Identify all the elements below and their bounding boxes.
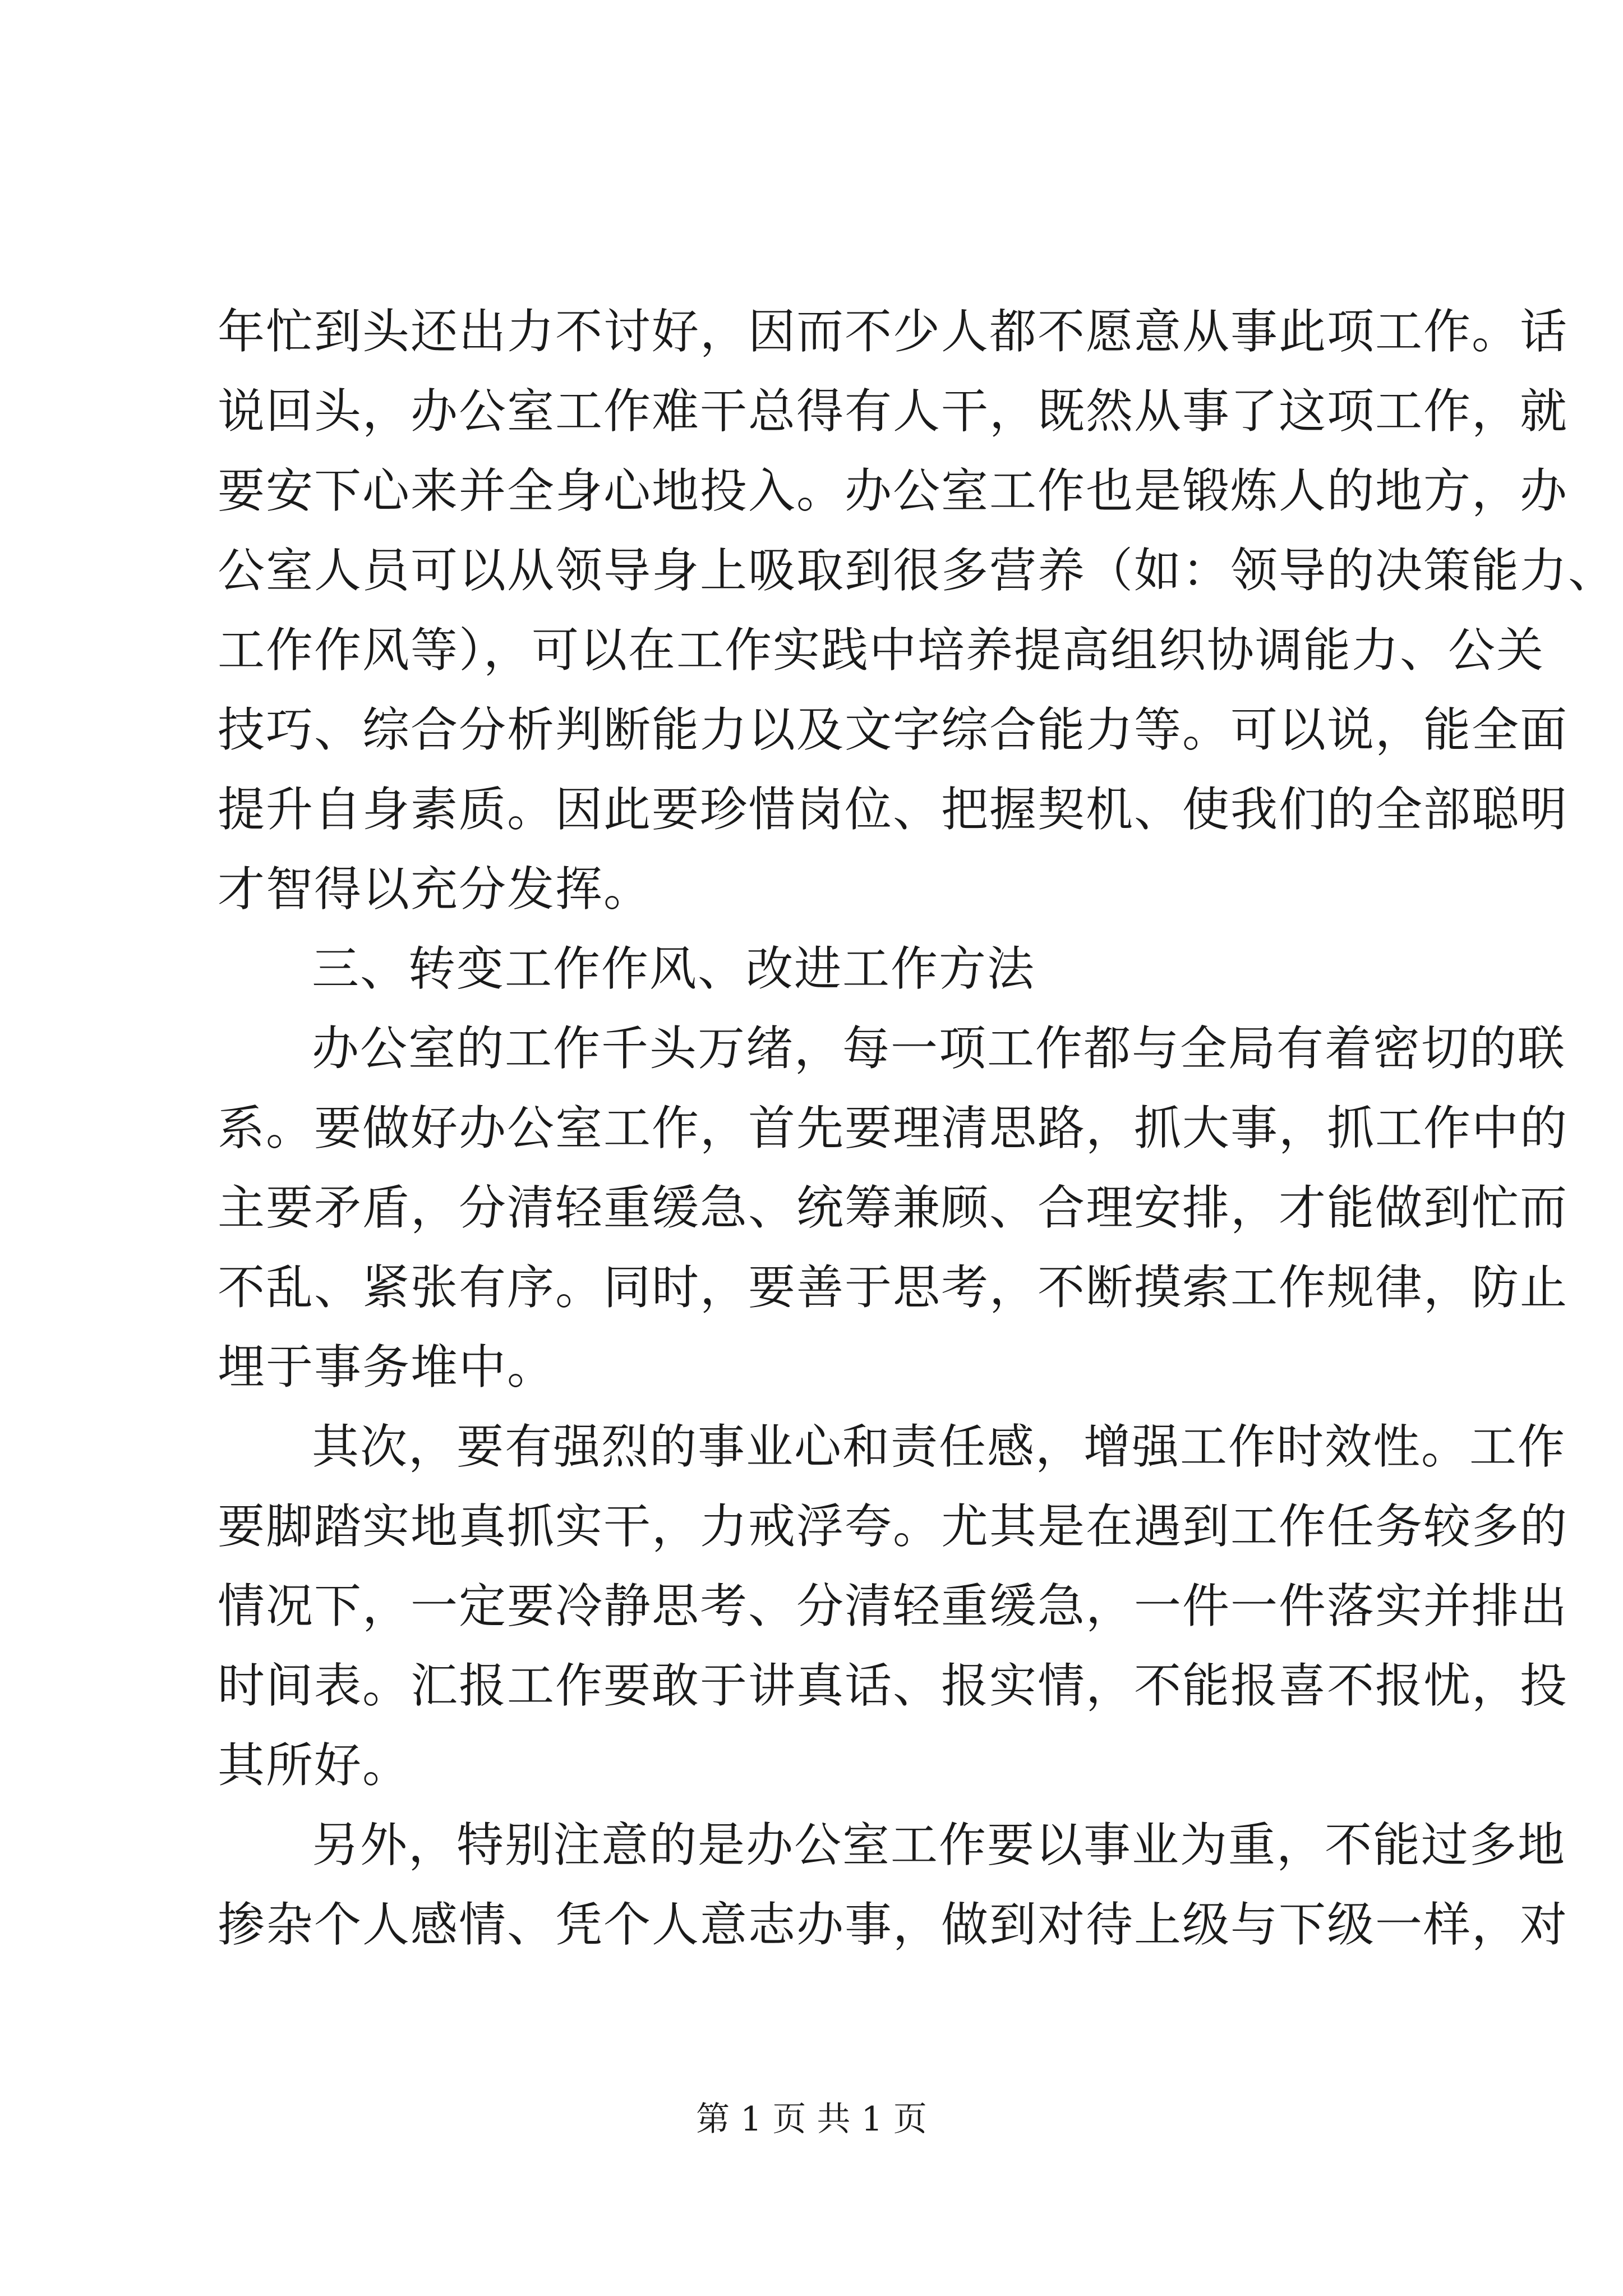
document-body (218, 292, 1617, 1964)
text-line: 要脚踏实地真抓实干，力戒浮夸。尤其是在遇到工作任务较多的 (218, 1499, 1569, 1554)
text-line: 另外，特别注意的是办公室工作要以事业为重，不能过多地 (312, 1818, 1566, 1872)
heading-text: 三、转变工作作风、改进工作方法 (312, 941, 1036, 996)
text-line: 主要矛盾，分清轻重缓急、统筹兼顾、合理安排，才能做到忙而 (218, 1180, 1569, 1235)
page-footer (0, 2097, 1623, 2142)
paragraph (218, 292, 1617, 929)
paragraph (218, 1805, 1569, 1964)
paragraph (218, 1009, 1569, 1407)
text-line: 才智得以充分发挥。 (218, 862, 652, 917)
text-line: 其次，要有强烈的事业心和责任感，增强工作时效性。工作 (312, 1419, 1566, 1474)
text-line: 公室人员可以从领导身上吸取到很多营养（如：领导的决策能力、 (218, 543, 1617, 598)
text-line: 工作作风等），可以在工作实践中培养提高组织协调能力、公关 (218, 623, 1545, 678)
text-line: 年忙到头还出力不讨好，因而不少人都不愿意从事此项工作。话 (218, 304, 1569, 359)
section-heading (218, 929, 1412, 1009)
text-line: 系。要做好办公室工作，首先要理清思路，抓大事，抓工作中的 (218, 1101, 1569, 1156)
text-line: 提升自身素质。因此要珍惜岗位、把握契机、使我们的全部聪明 (218, 782, 1569, 837)
text-line: 要安下心来并全身心地投入。办公室工作也是锻炼人的地方，办 (218, 463, 1569, 518)
text-line: 埋于事务堆中。 (218, 1340, 556, 1395)
text-line: 技巧、综合分析判断能力以及文字综合能力等。可以说，能全面 (218, 702, 1569, 757)
text-line: 掺杂个人感情、凭个人意志办事，做到对待上级与下级一样，对 (218, 1897, 1569, 1952)
text-line: 其所好。 (218, 1738, 411, 1793)
page-number-label: 第 1 页 共 1 页 (696, 2100, 927, 2139)
text-line: 办公室的工作千头万绪，每一项工作都与全局有着密切的联 (312, 1021, 1566, 1076)
text-line: 时间表。汇报工作要敢于讲真话、报实情，不能报喜不报忧，投 (218, 1658, 1569, 1713)
text-line: 说回头，办公室工作难干总得有人干，既然从事了这项工作，就 (218, 384, 1569, 439)
paragraph (218, 1407, 1569, 1805)
text-line: 不乱、紧张有序。同时，要善于思考，不断摸索工作规律，防止 (218, 1260, 1569, 1315)
text-line: 情况下，一定要冷静思考、分清轻重缓急，一件一件落实并排出 (218, 1579, 1569, 1634)
